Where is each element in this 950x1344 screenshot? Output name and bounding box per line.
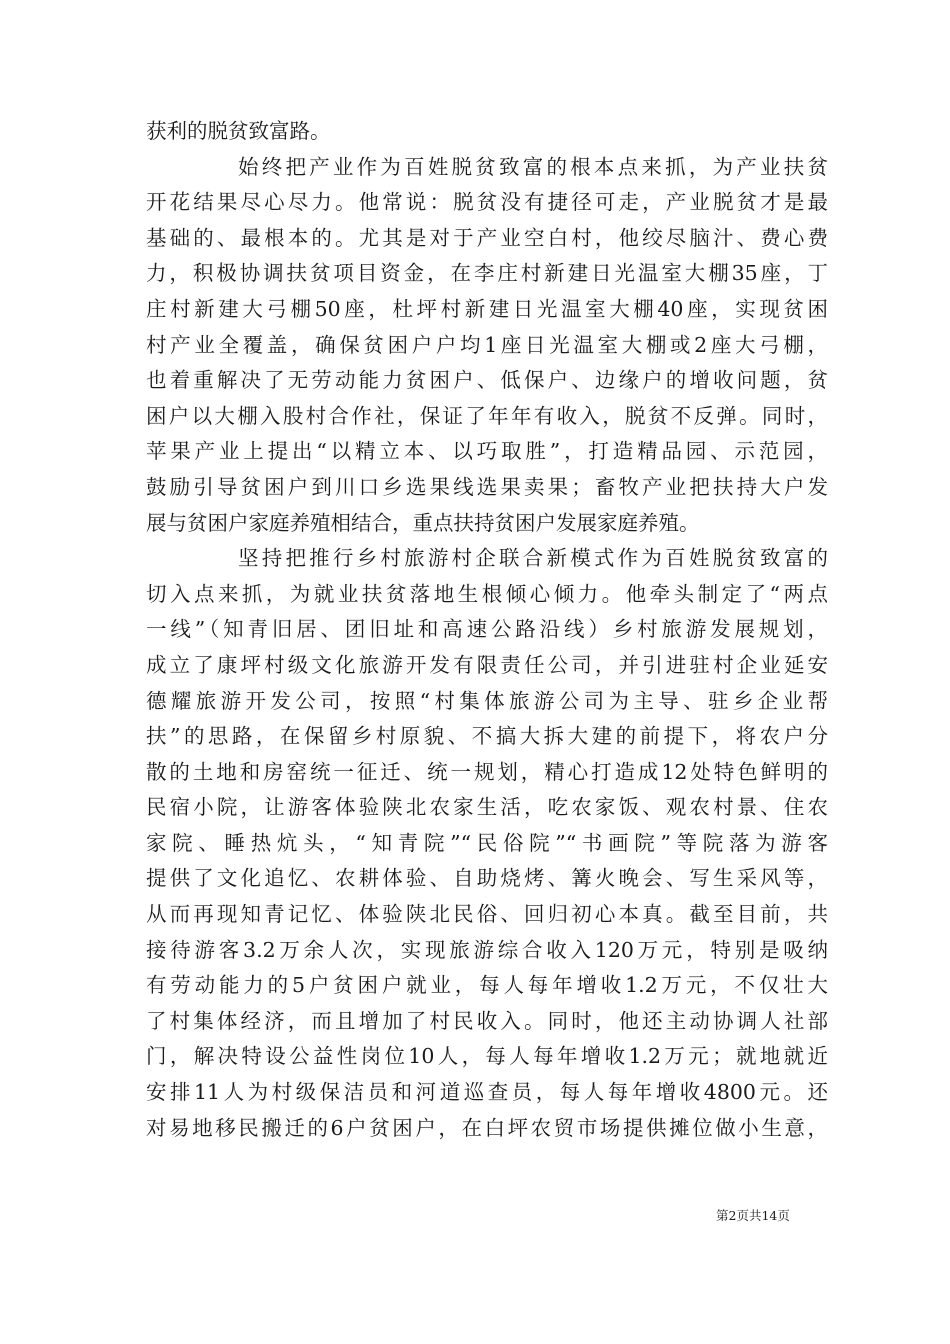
- text-line: 德耀旅游开发公司，按照“村集体旅游公司为主导、驻乡企业帮: [146, 688, 828, 713]
- text-line: 散的土地和房窑统一征迁、统一规划，精心打造成12处特色鲜明的: [146, 759, 828, 784]
- text-line: 民宿小院，让游客体验陕北农家生活，吃农家饭、观农村景、住农: [146, 795, 828, 820]
- text-line: 也着重解决了无劳动能力贫困户、低保户、边缘户的增收问题，贫: [146, 368, 828, 393]
- text-line: 苹果产业上提出“以精立本、以巧取胜”，打造精品园、示范园，: [146, 439, 828, 464]
- paragraph-end-line: 展与贫困户家庭养殖相结合，重点扶持贫困户发展家庭养殖。: [146, 510, 700, 535]
- text-line: 有劳动能力的5户贫困户就业，每人每年增收1.2万元，不仅壮大: [146, 973, 828, 998]
- text-line: 村产业全覆盖，确保贫困户户均1座日光温室大棚或2座大弓棚，: [146, 332, 828, 357]
- body-text: [146, 114, 828, 1146]
- text-line: 成立了康坪村级文化旅游开发有限责任公司，并引进驻村企业延安: [146, 652, 828, 677]
- text-line: 鼓励引导贫困户到川口乡选果线选果卖果；畜牧产业把扶持大户发: [146, 474, 828, 499]
- text-line: 从而再现知青记忆、体验陕北民俗、回归初心本真。截至目前，共: [146, 902, 828, 927]
- text-line: 开花结果尽心尽力。他常说：脱贫没有捷径可走，产业脱贫才是最: [146, 190, 828, 215]
- text-line: 庄村新建大弓棚50座，杜坪村新建日光温室大棚40座，实现贫困: [146, 296, 828, 321]
- text-line: 一线”（知青旧居、团旧址和高速公路沿线）乡村旅游发展规划，: [146, 617, 828, 642]
- text-line: 基础的、最根本的。尤其是对于产业空白村，他绞尽脑汁、费心费: [146, 225, 828, 250]
- text-line: 家院、睡热炕头，“知青院”“民俗院”“书画院”等院落为游客: [146, 830, 828, 855]
- text-line: 获利的脱贫致富路。: [146, 119, 331, 143]
- paragraph-start-line: 坚持把推行乡村旅游村企联合新模式作为百姓脱贫致富的: [238, 546, 828, 571]
- text-line: 接待游客3.2万余人次，实现旅游综合收入120万元，特别是吸纳: [146, 937, 828, 962]
- text-line: 提供了文化追忆、农耕体验、自助烧烤、篝火晚会、写生采风等，: [146, 866, 828, 891]
- text-line: 切入点来抓，为就业扶贫落地生根倾心倾力。他牵头制定了“两点: [146, 581, 828, 606]
- page-number-footer: 第2页共14页: [716, 1208, 790, 1223]
- text-line: 困户以大棚入股村合作社，保证了年年有收入，脱贫不反弹。同时，: [146, 403, 828, 428]
- text-line: 安排11人为村级保洁员和河道巡查员，每人每年增收4800元。还: [146, 1080, 828, 1105]
- text-line: 对易地移民搬迁的6户贫困户，在白坪农贸市场提供摊位做小生意，: [146, 1115, 828, 1140]
- text-line: 力，积极协调扶贫项目资金，在李庄村新建日光温室大棚35座，丁: [146, 261, 828, 286]
- paragraph-start-line: 始终把产业作为百姓脱贫致富的根本点来抓，为产业扶贫: [238, 154, 828, 179]
- text-line: 门，解决特设公益性岗位10人，每人每年增收1.2万元；就地就近: [146, 1044, 828, 1069]
- text-line: 扶”的思路，在保留乡村原貌、不搞大拆大建的前提下，将农户分: [146, 724, 828, 749]
- text-line: 了村集体经济，而且增加了村民收入。同时，他还主动协调人社部: [146, 1008, 828, 1033]
